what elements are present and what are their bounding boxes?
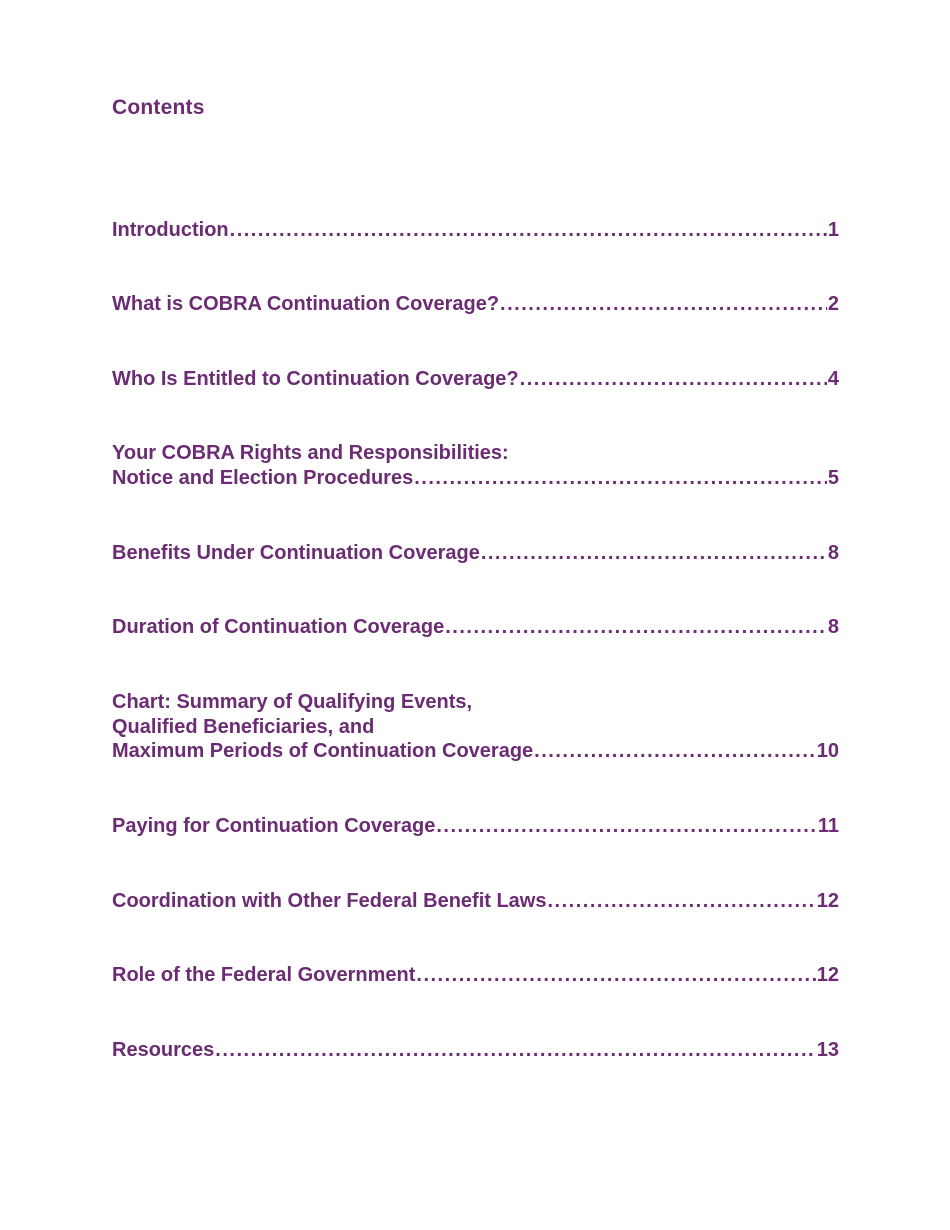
toc-entry-title: What is COBRA Continuation Coverage?: [112, 293, 500, 315]
toc-entry-title: Benefits Under Continuation Coverage: [112, 542, 480, 564]
toc-entry-resources[interactable]: [112, 1038, 839, 1063]
toc-page-number: 10: [816, 740, 839, 762]
dot-leader: [416, 963, 815, 988]
toc-entry-rights-responsibilities[interactable]: [112, 441, 839, 490]
toc-entry-title: Notice and Election Procedures: [112, 466, 414, 489]
dot-leader: [520, 367, 827, 392]
toc-entry-what-is-cobra[interactable]: [112, 292, 839, 317]
dot-leader: [481, 541, 827, 566]
dot-leader: [445, 615, 827, 640]
toc-page-number: 11: [817, 815, 839, 837]
toc-entry-introduction[interactable]: [112, 218, 839, 243]
toc-page-number: 13: [816, 1039, 839, 1061]
toc-entry-benefits[interactable]: [112, 541, 839, 566]
toc-entry-duration[interactable]: [112, 615, 839, 640]
toc-entry-title: Paying for Continuation Coverage: [112, 815, 436, 837]
toc-page-number: 2: [827, 293, 839, 315]
toc-entry-federal-government[interactable]: [112, 963, 839, 988]
dot-leader: [500, 292, 827, 317]
toc-entry-title: Introduction: [112, 219, 229, 241]
toc-page-number: 8: [827, 616, 839, 638]
toc-entry-title-line: Your COBRA Rights and Responsibilities:: [112, 442, 509, 464]
toc-entry-title: Maximum Periods of Continuation Coverage: [112, 740, 534, 762]
dot-leader: [230, 218, 827, 243]
toc-page-number: 12: [816, 964, 839, 986]
toc-page-number: 4: [827, 368, 839, 390]
toc-entry-chart-summary[interactable]: [112, 690, 839, 764]
dot-leader: [547, 889, 815, 914]
toc-page-number: 5: [827, 466, 839, 489]
toc-entry-paying[interactable]: [112, 814, 839, 839]
toc-entry-title: Role of the Federal Government: [112, 964, 416, 986]
toc-entry-title: Resources: [112, 1039, 215, 1061]
dot-leader: [436, 814, 816, 839]
toc-entry-title: Who Is Entitled to Continuation Coverage?: [112, 368, 519, 390]
toc-entry-who-is-entitled[interactable]: [112, 367, 839, 392]
dot-leader: [215, 1038, 815, 1063]
toc-entry-title: Duration of Continuation Coverage: [112, 616, 445, 638]
toc-page-number: 1: [827, 219, 839, 241]
page-title: Contents: [112, 96, 205, 119]
toc-entry-title: Coordination with Other Federal Benefit Laws: [112, 890, 547, 912]
toc-entry-coordination[interactable]: [112, 889, 839, 914]
toc-page-number: 8: [827, 542, 839, 564]
toc-entry-title-line: Qualified Beneficiaries, and: [112, 715, 375, 738]
dot-leader: [534, 739, 816, 764]
toc-page-number: 12: [816, 890, 839, 912]
toc-entry-title-line: Chart: Summary of Qualifying Events,: [112, 691, 473, 713]
dot-leader: [414, 466, 827, 491]
